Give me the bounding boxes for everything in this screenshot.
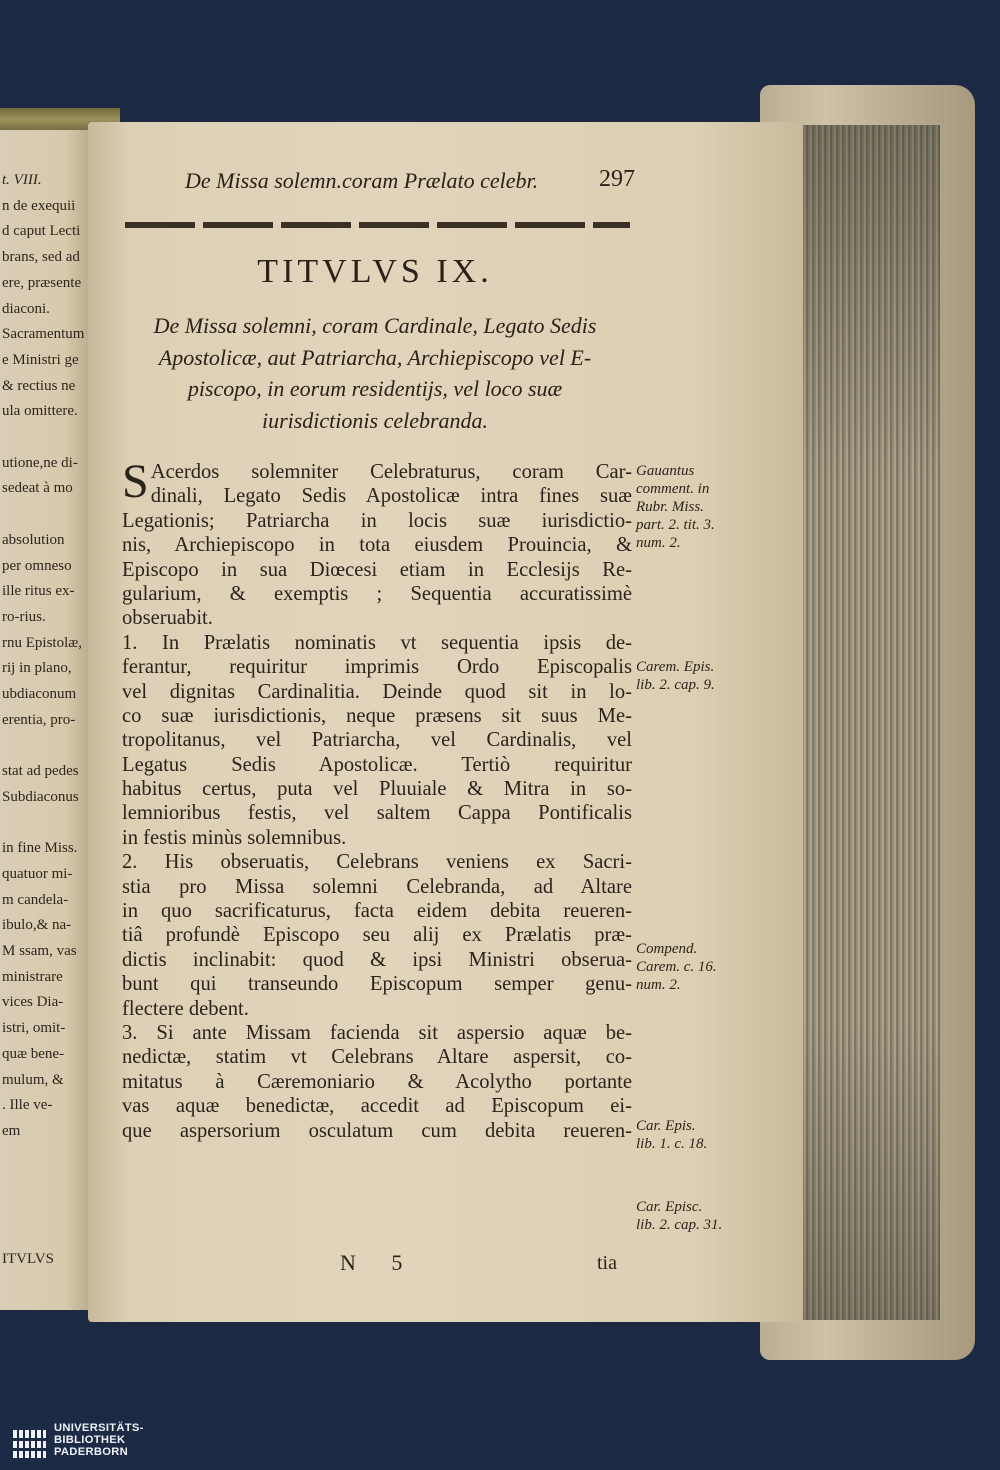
body-line-text: 2. His obseruatis, Celebrans veniens ex Sacri- <box>122 851 632 874</box>
body-line-text: in quo sacrificaturus, facta eidem debita reueren- <box>122 900 632 923</box>
body-line <box>122 826 632 850</box>
body-line <box>122 899 632 923</box>
body-line-text: lemnioribus festis, vel saltem Cappa Pontificalis <box>122 802 632 825</box>
library-name-line: BIBLIOTHEK <box>54 1434 126 1447</box>
margin-note-line: Car. Episc. <box>636 1199 703 1215</box>
library-name-line: UNIVERSITÄTS- <box>54 1422 144 1434</box>
left-page-line: mulum, & <box>2 1071 64 1088</box>
body-line-text: ferantur, requiritur imprimis Ordo Episcopalis <box>122 656 632 679</box>
left-page-line: ibulo,& na- <box>2 917 72 934</box>
left-page-line: t. VIII. <box>2 172 42 188</box>
margin-note <box>636 462 766 552</box>
left-page-line: brans, sed ad <box>2 249 80 266</box>
body-line-text: Acerdos solemniter Celebraturus, coram Car- <box>150 461 632 483</box>
body-line <box>122 704 632 728</box>
body-line-text: tiâ profundè Episcopo seu alij ex Prælatis præ- <box>122 924 632 947</box>
body-line-text: bunt qui transeundo Episcopum semper genu- <box>122 973 632 996</box>
signature-mark <box>340 1250 432 1276</box>
body-line <box>122 997 632 1021</box>
body-line-text: flectere debent. <box>122 997 249 1020</box>
left-page-line: per omneso <box>2 557 72 574</box>
left-page-line: diaconi. <box>2 300 50 317</box>
margin-note <box>636 1198 766 1234</box>
left-page-line: & rectius ne <box>2 377 76 394</box>
page-edges-shade <box>785 125 940 1320</box>
body-line-text: Episcopo in sua Diœcesi etiam in Ecclesijs Re- <box>122 558 632 581</box>
left-page-line: vices Dia- <box>2 994 64 1011</box>
margin-note-line: comment. in <box>636 481 710 497</box>
body-line-text: vas aquæ benedictæ, accedit ad Episcopum ei- <box>122 1095 632 1118</box>
body-line-text: 1. In Prælatis nominatis vt sequentia ipsis de- <box>122 631 632 654</box>
catchword: tia <box>597 1252 617 1274</box>
header-rule <box>125 222 630 228</box>
footer-bar <box>0 1420 1000 1470</box>
body-line-text: stia pro Missa solemni Celebranda, ad Altare <box>122 875 632 898</box>
body-line <box>122 923 632 947</box>
left-page-line: ITVLVS <box>2 1251 54 1268</box>
subtitle-line: De Missa solemni, coram Cardinale, Legato Sedis <box>153 313 597 338</box>
margin-note-line: Compend. <box>636 941 698 957</box>
margin-note-line: num. 2. <box>636 535 681 551</box>
left-page-line: quatuor mi- <box>2 865 73 882</box>
left-page-line: em <box>2 1122 21 1139</box>
margin-note-line: Carem. Epis. <box>636 659 715 675</box>
body-line <box>122 582 632 606</box>
body-line <box>122 558 632 582</box>
left-page-line: ille ritus ex- <box>2 583 75 600</box>
left-page-line: erentia, pro- <box>2 711 76 728</box>
left-page-line: ula omittere. <box>2 403 78 420</box>
running-header <box>185 168 635 198</box>
margin-note-line: Carem. c. 16. <box>636 959 717 975</box>
left-page-line: stat ad pedes <box>2 763 79 780</box>
body-line-text: nis, Archiepiscopo in tota eiusdem Prouincia, & <box>122 534 632 557</box>
margin-note-line: part. 2. tit. 3. <box>636 517 715 533</box>
body-line <box>122 1094 632 1118</box>
left-page-line: ro-rius. <box>2 608 46 625</box>
left-page-line: absolution <box>2 531 65 548</box>
body-line-text: habitus certus, puta vel Pluuiale & Mitra in so- <box>122 778 632 801</box>
body-line <box>122 948 632 972</box>
signature-number: 5 <box>391 1250 403 1275</box>
margin-note <box>636 940 766 994</box>
left-page-line: sedeat à mo <box>2 480 73 497</box>
page-number: 297 <box>599 166 635 192</box>
left-page <box>0 130 92 1310</box>
left-page-line: ubdiaconum <box>2 686 77 702</box>
margin-note <box>636 658 766 694</box>
body-line-text: gularium, & exemptis ; Sequentia accuratissimè <box>122 582 632 605</box>
body-line <box>122 1119 632 1143</box>
section-subtitle <box>120 310 630 436</box>
left-page-line: d caput Lecti <box>2 223 81 240</box>
left-page-line: rnu Epistolæ, <box>2 634 83 651</box>
body-line <box>122 1021 632 1045</box>
body-line <box>122 655 632 679</box>
margin-note-line: lib. 2. cap. 31. <box>636 1217 723 1233</box>
body-line-text: tropolitanus, vel Patriarcha, vel Cardinalis, vel <box>122 729 632 752</box>
margin-note-line: lib. 2. cap. 9. <box>636 677 715 693</box>
body-line-text: nedictæ, statim vt Celebrans Altare aspersit, co- <box>122 1046 632 1069</box>
subtitle-line: Apostolicæ, aut Patriarcha, Archiepiscopo vel E- <box>158 344 592 370</box>
margin-note-line: Rubr. Miss. <box>636 499 704 515</box>
body-line <box>122 631 632 655</box>
body-line <box>122 509 632 533</box>
body-text <box>122 455 632 1143</box>
body-line-text: Legatus Sedis Apostolicæ. Tertiò requiritur <box>122 753 632 776</box>
left-page-line: in fine Miss. <box>2 840 78 857</box>
body-line <box>122 680 632 704</box>
left-page-line: utione,ne di- <box>2 454 78 471</box>
margin-note <box>636 1117 766 1153</box>
margin-note-line: Gauantus <box>636 463 695 479</box>
margin-note-line: Car. Epis. <box>636 1118 696 1134</box>
left-page-line: rij in plano, <box>2 660 72 677</box>
body-line-text: 3. Si ante Missam facienda sit aspersio aquæ be- <box>122 1021 632 1044</box>
drop-cap: S <box>122 455 149 508</box>
running-title: De Missa solemn.coram Prælato celebr. <box>185 168 539 193</box>
body-line-text: que aspersorium osculatum cum debita reueren- <box>122 1119 632 1142</box>
left-page-line: M ssam, vas <box>2 943 77 959</box>
left-page-line: m candela- <box>2 891 69 908</box>
body-line-text: dictis inclinabit: quod & ipsi Ministri obserua- <box>122 948 632 971</box>
body-line <box>122 1045 632 1069</box>
left-page-line: quæ bene- <box>2 1045 65 1062</box>
subtitle-line: iurisdictionis celebranda. <box>261 407 489 433</box>
body-line <box>122 801 632 825</box>
left-page-line: Sacramentum <box>2 326 85 343</box>
body-line <box>122 728 632 752</box>
left-page-line: ministrare <box>2 968 63 985</box>
body-line-text: mitatus à Cæremoniario & Acolytho portante <box>122 1070 632 1093</box>
library-name-line: PADERBORN <box>54 1446 128 1459</box>
body-line <box>122 875 632 899</box>
left-page-line: Subdiaconus <box>2 788 79 805</box>
left-page-line: ere, præsente <box>2 274 82 291</box>
body-line <box>122 753 632 777</box>
left-page-line: n de exequii <box>2 197 76 214</box>
margin-note-line: num. 2. <box>636 977 681 993</box>
body-line <box>122 777 632 801</box>
body-line <box>122 484 632 508</box>
body-line-text: vel dignitas Cardinalitia. Deinde quod sit in lo- <box>122 680 632 703</box>
left-page-line: istri, omit- <box>2 1020 66 1037</box>
margin-note-line: lib. 1. c. 18. <box>636 1136 708 1152</box>
library-logo-icon <box>11 1426 47 1462</box>
body-line <box>122 1070 632 1094</box>
body-line-text: obseruabit. <box>122 607 213 630</box>
body-line <box>122 850 632 874</box>
body-line <box>122 606 632 630</box>
body-line-text: dinali, Legato Sedis Apostolicæ intra fines suæ <box>150 485 632 508</box>
body-line <box>122 533 632 557</box>
body-line <box>122 460 632 484</box>
left-page-line: . Ille ve- <box>2 1097 53 1114</box>
body-line-text: Legationis; Patriarcha in locis suæ iurisdictio- <box>122 509 632 532</box>
body-line-text: co suæ iurisdictionis, neque præsens sit suus Me- <box>122 704 632 727</box>
subtitle-line: piscopo, in eorum residentijs, vel loco suæ <box>187 376 563 401</box>
library-name <box>54 1422 144 1459</box>
body-line <box>122 972 632 996</box>
signature-letter: N <box>340 1250 356 1275</box>
section-title: TITVLVS IX. <box>257 253 493 290</box>
body-line-text: in festis minùs solemnibus. <box>122 826 347 849</box>
left-page-line: e Ministri ge <box>2 351 79 368</box>
